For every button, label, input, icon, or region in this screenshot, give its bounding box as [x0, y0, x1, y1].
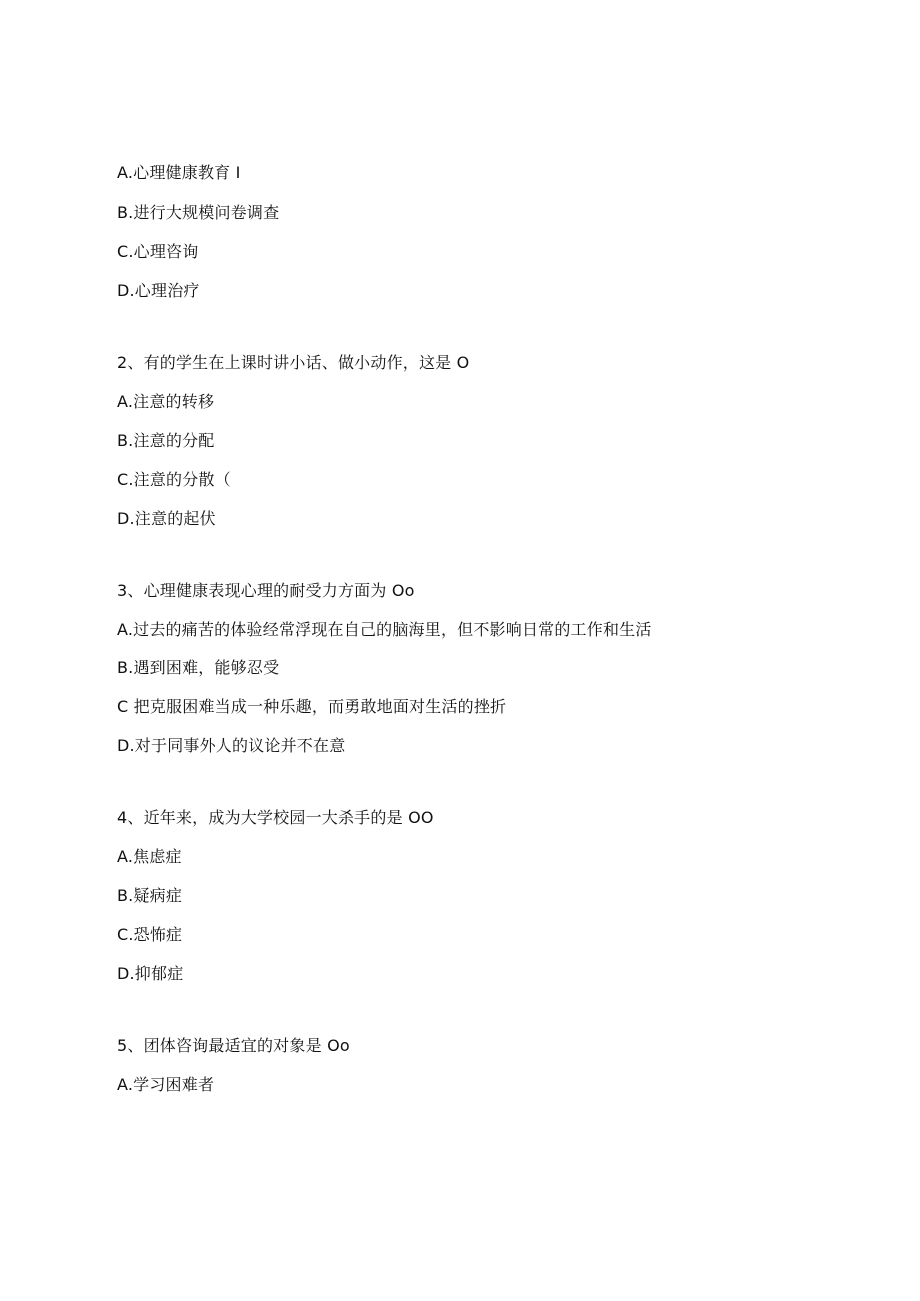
- option-3d: D.对于同事外人的议论并不在意: [117, 736, 346, 755]
- option-1b: B.进行大规模问卷调查: [117, 203, 280, 222]
- option-4c: C.恐怖症: [117, 925, 183, 944]
- option-2a: A.注意的转移: [117, 392, 215, 411]
- option-3a: A.过去的痛苦的体验经常浮现在自己的脑海里，但不影响日常的工作和生活: [117, 620, 652, 639]
- option-1a: A.心理健康教育 I: [117, 163, 241, 182]
- question-4: 4、近年来，成为大学校园一大杀手的是 OO: [117, 808, 434, 827]
- question-3: 3、心理健康表现心理的耐受力方面为 Oo: [117, 581, 415, 600]
- option-3b: B.遇到困难，能够忍受: [117, 658, 280, 677]
- option-2d: D.注意的起伏: [117, 509, 216, 528]
- option-4b: B.疑病症: [117, 886, 183, 905]
- option-2c: C.注意的分散（: [117, 470, 231, 489]
- question-2: 2、有的学生在上课时讲小话、做小动作，这是 O: [117, 353, 470, 372]
- question-5: 5、团体咨询最适宜的对象是 Oo: [117, 1036, 350, 1055]
- option-3c: C 把克服困难当成一种乐趣，而勇敢地面对生活的挫折: [117, 697, 507, 716]
- option-4d: D.抑郁症: [117, 964, 184, 983]
- option-5a: A.学习困难者: [117, 1075, 215, 1094]
- option-4a: A.焦虑症: [117, 847, 182, 866]
- option-2b: B.注意的分配: [117, 431, 215, 450]
- option-1c: C.心理咨询: [117, 242, 199, 261]
- option-1d: D.心理治疗: [117, 281, 200, 300]
